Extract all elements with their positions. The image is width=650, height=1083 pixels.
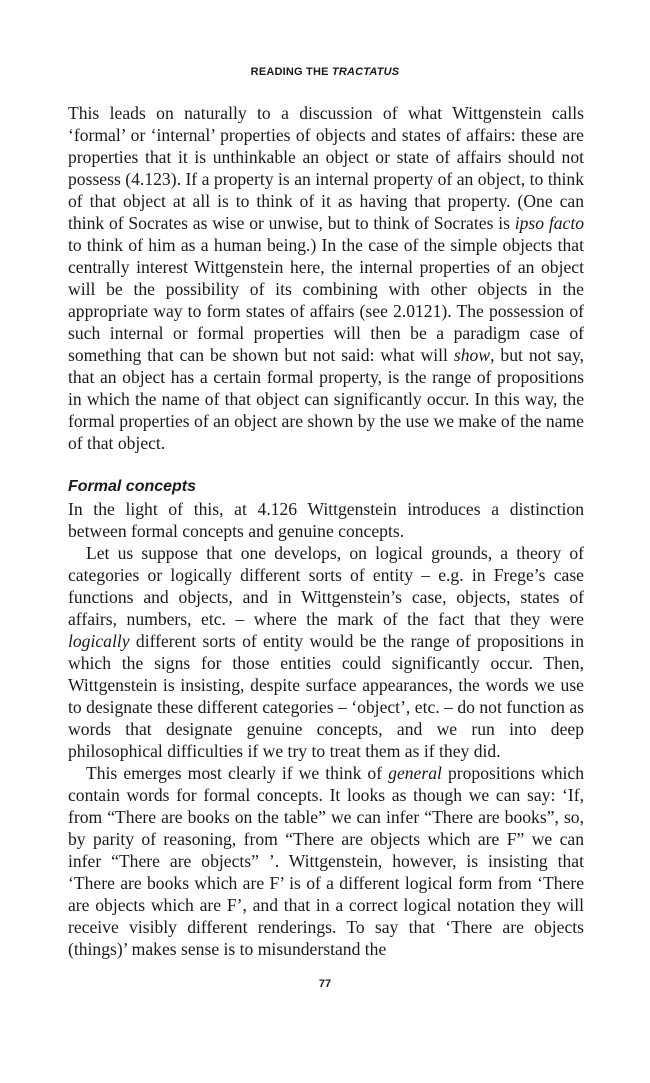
text-run: Let us suppose that one develops, on logical grounds, a theory of categories or logically different sorts of entity – e.g. in Frege’s case functions and objects, and in Wittgenstein’s case, objects, states of affairs, numbers, etc. – where the mark of the fact that they were: [68, 543, 584, 629]
page-number: 77: [318, 978, 332, 990]
text-run: propositions which contain words for formal concepts. It looks as though we can say: ‘If, from “There are books on the table” we can infer “There are books”, so, by parity of reasoning, from “There are objects which are F” we can infer “There are objects” ’. Wittgenstein, however, is insisting that ‘There are books which are F’ is of a different logical form from ‘There are objects which are F’, and that in a correct logical notation they will receive visibly different renderings. To say that ‘There are objects (things)’ makes sense is to misunderstand the: [68, 763, 584, 959]
paragraph-general-propositions: [68, 762, 584, 960]
paragraph-internal-properties: [68, 102, 584, 454]
text-run: to think of him as a human being.) In the case of the simple objects that centrally interest Wittgenstein here, the internal properties of an object will be the possibility of its combining with other objects in the appropriate way to form states of affairs (see 2.0121). The possession of such internal or formal properties will then be a paradigm case of something that can be shown but not said: what will: [68, 235, 584, 365]
italic-run: show: [453, 345, 491, 365]
paragraph-categories: [68, 542, 584, 762]
running-head: [0, 66, 650, 78]
body-text: [68, 102, 584, 960]
running-head-prefix: READING THE: [250, 66, 332, 78]
running-head-title: TRACTATUS: [331, 66, 400, 78]
section-heading: Formal concepts: [68, 478, 197, 495]
italic-run: ipso facto: [514, 213, 585, 233]
italic-run: general: [388, 763, 442, 783]
italic-run: logically: [68, 631, 130, 651]
text-run: , but not say, that an object has a certain formal property, is the range of propositions in which the name of that object can significantly occur. In this way, the formal properties of an object are shown by the use we make of the name of that object.: [68, 345, 584, 453]
paragraph-formal-concepts-intro: In the light of this, at 4.126 Wittgenstein introduces a distinction between formal concepts and genuine concepts.: [68, 499, 584, 541]
text-run: This emerges most clearly if we think of: [86, 763, 389, 783]
text-run: This leads on naturally to a discussion of what Wittgenstein calls ‘formal’ or ‘internal’ properties of objects and states of affairs: these are properties that it is unthinkable an object or state of affairs should not possess (4.123). If a property is an internal property of an object, to think of that object at all is to think of it as having that property. (One can think of Socrates as wise or unwise, but to think of Socrates is: [68, 103, 584, 233]
text-run: different sorts of entity would be the range of propositions in which the signs for those entities could significantly occur. Then, Wittgenstein is insisting, despite surface appearances, the words we use to designate these different categories – ‘object’, etc. – do not function as words that designate genuine concepts, and we run into deep philosophical difficulties if we try to treat them as if they did.: [68, 631, 584, 761]
